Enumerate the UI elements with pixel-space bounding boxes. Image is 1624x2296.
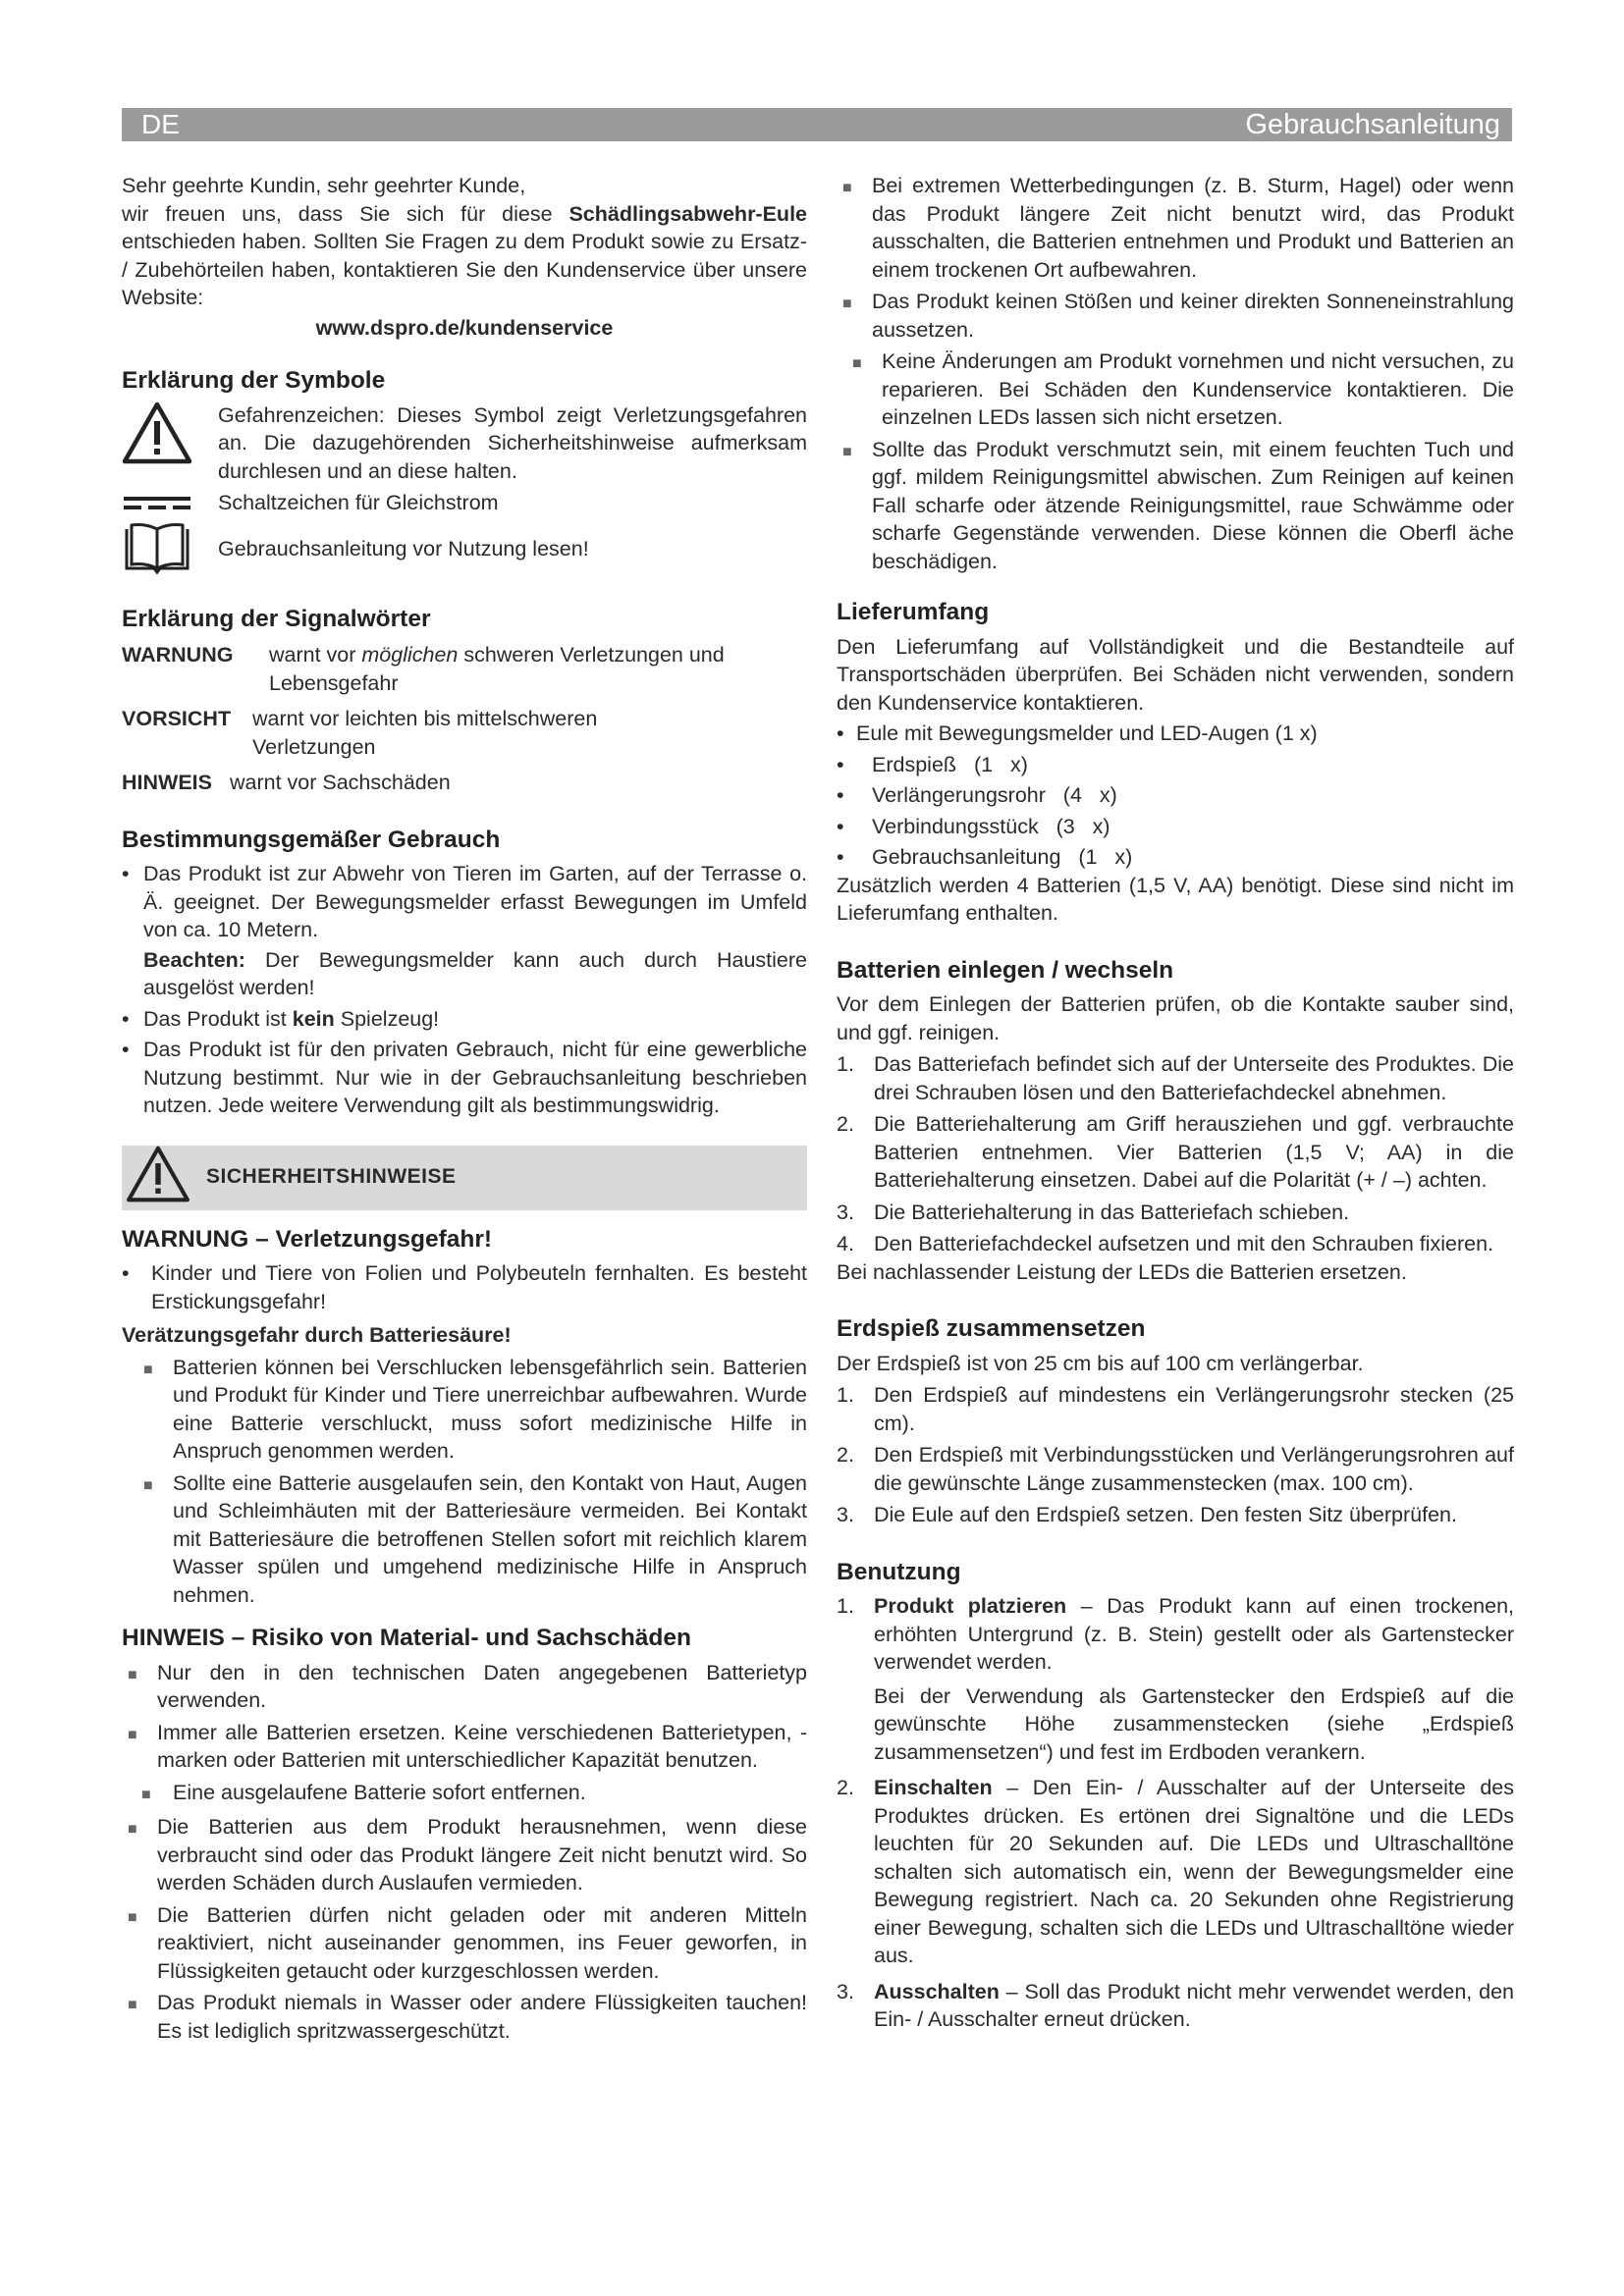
list-item: • Erdspieß (1 x): [837, 752, 1028, 776]
list-item: ■ Die Batterien aus dem Produkt herausnehmen, wenn diese verbraucht sind oder das Produkt längere Zeit nicht benutzt wird. So werden Schäden durch Auslaufen vermieden.: [128, 1815, 807, 1895]
spike-heading: Erdspieß zusammensetzen: [837, 1315, 1146, 1342]
symbol-row-manual: [122, 521, 807, 576]
list-item: ■ Sollte eine Batterie ausgelaufen sein, den Kontakt von Haut, Augen und Schleimhäuten mit der Batteriesäure vermeiden. Bei Kontakt mit Batteriesäure die betroffenen Stellen sofort mit reichlich klarem Wasser spülen und umgehend medizinische Hilfe in Anspruch nehmen.: [143, 1470, 807, 1607]
language-code: DE: [141, 109, 180, 139]
list-item: 1. Das Batteriefach befindet sich auf der Unterseite des Produktes. Die drei Schrauben lösen und den Batteriefachdeckel abnehmen.: [837, 1052, 1514, 1104]
warning-injury-heading: WARNUNG – Verletzungsgefahr!: [122, 1225, 493, 1253]
battery-note: Bei nachlassender Leistung der LEDs die Batterien ersetzen.: [837, 1259, 1407, 1284]
symbol-dc-text: Schaltzeichen für Gleichstrom: [218, 491, 499, 514]
list-item: ■ Eine ausgelaufene Batterie sofort entfernen.: [141, 1780, 586, 1804]
battery-intro: Vor dem Einlegen der Batterien prüfen, ob die Kontakte sauber sind, und ggf. reinigen.: [837, 992, 1514, 1044]
intro-paragraph: wir freuen uns, dass Sie sich für diese Schädlingsabwehr-Eule entschieden haben. Sollten Sie Fragen zu dem Produkt sowie zu Ersatz- / Zubehörteilen haben, kontaktieren Sie den Kundenservice über unsere Website:: [122, 201, 807, 309]
delivery-intro: Den Lieferumfang auf Vollständigkeit und die Bestandteile auf Transportschäden überprüfen. Bei Schäden nicht verwenden, sondern den Kundenservice kontaktieren.: [837, 634, 1514, 715]
list-item: 1. Den Erdspieß auf mindestens ein Verlängerungsrohr stecken (25 cm).: [837, 1383, 1514, 1435]
signal-vorsicht: [122, 705, 807, 761]
signal-warnung: [122, 641, 807, 697]
acid-heading: Verätzungsgefahr durch Batteriesäure!: [122, 1323, 512, 1347]
delivery-heading: Lieferumfang: [837, 599, 990, 625]
direct-current-icon: [122, 489, 194, 516]
header-bar: [122, 108, 1512, 141]
list-item: • Gebrauchsanleitung (1 x): [837, 845, 1133, 869]
list-item: 2. Einschalten – Den Ein- / Ausschalter auf der Unterseite des Produktes drücken. Es ertönen drei Signaltöne und die LEDs leuchten für 20 Sekunden auf. Die LEDs und Ultraschalltöne schalten sich automatisch ein, wenn der Bewegungsmelder eine Bewegung registriert. Nach ca. 20 Sekunden ohne Registrierung einer Bewegung, schalten sich die LEDs und Ultraschalltöne wieder aus.: [837, 1776, 1514, 1967]
warning-triangle-icon: [122, 1146, 200, 1210]
symbols-heading: Erklärung der Symbole: [122, 367, 386, 394]
list-item: ■ Immer alle Batterien ersetzen. Keine verschiedenen Batterietypen, -marken oder Batterien mit unterschiedlicher Kapazität benutzen.: [128, 1720, 807, 1772]
list-item: ■ Bei extremen Wetterbedingungen (z. B. Sturm, Hagel) oder wenn das Produkt längere Zeit nicht benutzt wird, das Produkt ausschalten, die Batterien entnehmen und Produkt und Batterien an einem trockenen Ort aufbewahren.: [842, 174, 1514, 282]
list-item: • Kinder und Tiere von Folien und Polybeuteln fernhalten. Es besteht Erstickungsgefahr!: [122, 1261, 807, 1313]
list-item: ■ Sollte das Produkt verschmutzt sein, mit einem feuchten Tuch und ggf. mildem Reinigungsmittel abwischen. Zum Reinigen auf keinen Fall scharfe oder ätzende Reinigungsmittel, raue Schwämme oder scharfe Gegenstände verwenden. Diese können die Oberfl äche beschädigen.: [842, 437, 1514, 573]
list-item: ■ Die Batterien dürfen nicht geladen oder mit anderen Mitteln reaktiviert, nicht auseinander genommen, ins Feuer geworfen, in Flüssigkeiten getaucht oder kurzgeschlossen werden.: [128, 1902, 807, 1983]
left-column: [122, 172, 807, 2045]
signal-words-heading: Erklärung der Signalwörter: [122, 605, 431, 632]
signal-term-hinweis: HINWEIS: [122, 771, 212, 794]
list-item: • Eule mit Bewegungsmelder und LED-Augen (1 x): [837, 721, 1318, 745]
intended-use-heading: Bestimmungsgemäßer Gebrauch: [122, 826, 501, 853]
list-item: • Das Produkt ist kein Spielzeug!: [122, 1006, 440, 1031]
signal-desc-vorsicht: warnt vor leichten bis mittelschweren Verletzungen: [252, 707, 598, 759]
list-item: ■ Das Produkt niemals in Wasser oder andere Flüssigkeiten tauchen! Es ist lediglich spritzwassergeschützt.: [128, 1991, 807, 2043]
read-manual-book-icon: [122, 521, 194, 576]
material-damage-heading: HINWEIS – Risiko von Material- und Sachschäden: [122, 1625, 691, 1651]
list-item: 2. Den Erdspieß mit Verbindungsstücken und Verlängerungsrohren auf die gewünschte Länge zusammenstecken (max. 100 cm).: [837, 1443, 1514, 1495]
symbol-row-warning: [122, 401, 807, 486]
list-item: 4. Den Batteriefachdeckel aufsetzen und mit den Schrauben fixieren.: [837, 1232, 1494, 1255]
list-item: • Das Produkt ist für den privaten Gebrauch, nicht für eine gewerbliche Nutzung bestimmt. Nur wie in der Gebrauchsanleitung beschrieben nutzen. Jede weitere Verwendung gilt als bestimmungswidrig.: [122, 1038, 807, 1117]
list-item: 3. Die Batteriehalterung in das Batteriefach schieben.: [837, 1200, 1350, 1224]
list-item: 1. Produkt platzieren – Das Produkt kann auf einen trockenen, erhöhten Untergrund (z. B. Stein) gestellt oder als Gartenstecker verwendet werden. Bei der Verwendung als Gartenstecker den Erdspieß auf die gewünschte Höhe zusammenstecken (siehe „Erdspieß zusammensetzen“) und fest im Erdboden verankern.: [837, 1594, 1515, 1764]
signal-desc-warnung: warnt vor möglichen schweren Verletzungen und Lebensgefahr: [269, 643, 725, 695]
safety-title: SICHERHEITSHINWEISE: [206, 1165, 457, 1189]
signal-term-warnung: WARNUNG: [122, 643, 234, 667]
battery-heading: Batterien einlegen / wechseln: [837, 956, 1174, 984]
list-item: ■ Keine Änderungen am Produkt vornehmen und nicht versuchen, zu reparieren. Bei Schäden den Kundenservice kontaktieren. Die einzelnen LEDs lassen sich nicht ersetzen.: [852, 349, 1514, 429]
list-item: ■ Batterien können bei Verschlucken lebensgefährlich sein. Batterien und Produkt für Kinder und Tiere unerreichbar aufbewahren. Wurde eine Batterie verschluckt, muss sofort medizinische Hilfe in Anspruch genommen werden.: [143, 1355, 807, 1463]
list-item: ■ Nur den in den technischen Daten angegebenen Batterietyp verwenden.: [128, 1660, 807, 1712]
right-column: [837, 172, 1514, 2034]
delivery-note: Zusätzlich werden 4 Batterien (1,5 V, AA) benötigt. Diese sind nicht im Lieferumfang enthalten.: [837, 873, 1514, 925]
signal-desc-hinweis: warnt vor Sachschäden: [230, 771, 451, 794]
signal-term-vorsicht: VORSICHT: [122, 707, 232, 730]
symbol-warning-text: Gefahrenzeichen: Dieses Symbol zeigt Verletzungsgefahren an. Die dazugehörenden Sicherheitshinweise aufmerksam durchlesen und an diese halten.: [218, 402, 807, 483]
list-item: 2. Die Batteriehalterung am Griff herausziehen und ggf. verbrauchte Batterien entnehmen. Vier Batterien (1,5 V; AA) in die Batteriehalterung einsetzen. Dabei auf die Polarität (+ / –) achten.: [837, 1112, 1514, 1192]
list-item: 3. Ausschalten – Soll das Produkt nicht mehr verwendet werden, den Ein- / Ausschalter erneut drücken.: [837, 1979, 1514, 2031]
list-item: • Verlängerungsrohr (4 x): [837, 783, 1117, 807]
list-item: 3. Die Eule auf den Erdspieß setzen. Den festen Sitz überprüfen.: [837, 1503, 1457, 1526]
symbol-row-dc: [122, 489, 807, 517]
usage-heading: Benutzung: [837, 1558, 961, 1585]
warning-triangle-icon: [122, 401, 194, 464]
document-title: Gebrauchsanleitung: [1245, 108, 1500, 140]
spike-intro: Der Erdspieß ist von 25 cm bis auf 100 cm verlängerbar.: [837, 1351, 1364, 1375]
greeting: Sehr geehrte Kundin, sehr geehrter Kunde,: [122, 174, 526, 197]
list-item: • Verbindungsstück (3 x): [837, 814, 1110, 838]
symbol-manual-text: Gebrauchsanleitung vor Nutzung lesen!: [218, 536, 589, 561]
list-item: • Das Produkt ist zur Abwehr von Tieren im Garten, auf der Terrasse o. Ä. geeignet. Der Bewegungsmelder erfasst Bewegungen im Umfeld von ca. 10 Metern. Beachten: Der Bewegungsmelder kann auch durch Haustiere ausgelöst werden!: [122, 862, 807, 999]
safety-banner: [122, 1146, 807, 1210]
signal-hinweis: [122, 769, 807, 797]
list-item: ■ Das Produkt keinen Stößen und keiner direkten Sonneneinstrahlung aussetzen.: [842, 290, 1514, 342]
service-url: www.dspro.de/kundenservice: [315, 315, 614, 340]
